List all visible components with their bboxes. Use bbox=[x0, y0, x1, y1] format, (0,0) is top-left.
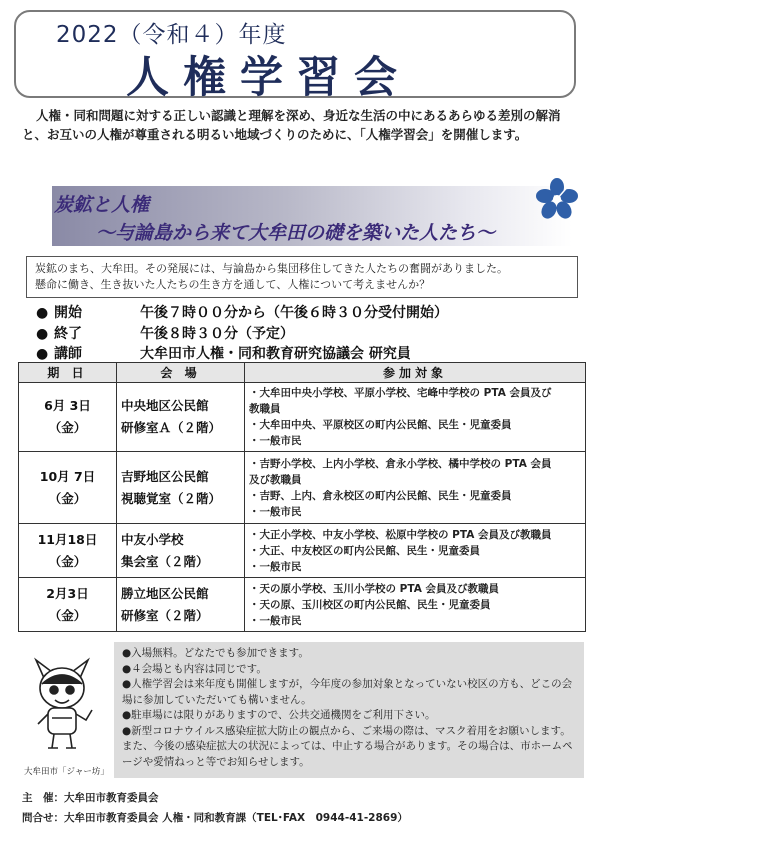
date-text: 6月 3日 bbox=[44, 398, 91, 413]
target-line: ・吉野、上内、倉永校区の町内公民館、民生・児童委員 bbox=[249, 489, 512, 502]
table-row bbox=[19, 578, 586, 632]
intro-text: 人権・同和問題に対する正しい認識と理解を深め、身近な生活の中にあるあらゆる差別の解消と、お互いの人権が尊重される明るい地域づくりのために、「人権学習会」を開催します。 bbox=[22, 108, 561, 142]
date-cell bbox=[19, 578, 117, 632]
description-box bbox=[26, 256, 578, 298]
venue-room: 集会室（２階） bbox=[121, 553, 209, 569]
day-text: （金） bbox=[48, 553, 87, 569]
target-line: ・大牟田中央、平原校区の町内公民館、民生・児童委員 bbox=[249, 419, 512, 431]
venue-room: 研修室（２階） bbox=[121, 607, 209, 623]
target-cell bbox=[245, 578, 586, 632]
info-label: 講師 bbox=[54, 346, 82, 362]
note-item: ●４会場とも内容は同じです。 bbox=[122, 662, 267, 675]
target-line: ・一般市民 bbox=[249, 435, 302, 447]
note-item: ●駐車場には限りがありますので、公共交通機関をご利用下さい。 bbox=[122, 709, 436, 721]
organizer-line: 主 催：大牟田市教育委員会 bbox=[22, 792, 159, 804]
target-line: ・一般市民 bbox=[249, 614, 302, 627]
table-row bbox=[19, 383, 586, 452]
mascot-icon bbox=[22, 654, 102, 754]
target-line: ・大牟田中央小学校、平原小学校、宅峰中学校の PTA 会員及び bbox=[249, 387, 552, 399]
target-cell bbox=[245, 383, 586, 452]
date-cell bbox=[19, 452, 117, 524]
year-title: 2022（令和４）年度 bbox=[56, 22, 287, 48]
info-value: 大牟田市人権・同和教育研究協議会 研究員 bbox=[140, 346, 411, 362]
contact-line: 問合せ：大牟田市教育委員会 人権・同和教育課（TEL･FAX 0944-41-2869） bbox=[22, 812, 408, 824]
table-row bbox=[19, 452, 586, 524]
page-title: 人権学習会 bbox=[126, 53, 411, 103]
description-line-1: 炭鉱のまち、大牟田。その発展には、与論島から集団移住してきた人たちの奮闘がありました。 bbox=[35, 262, 508, 275]
day-text: （金） bbox=[48, 490, 87, 506]
date-text: 11月18日 bbox=[37, 531, 98, 547]
day-text: （金） bbox=[48, 607, 87, 623]
target-line: ・天の原小学校、玉川小学校の PTA 会員及び教職員 bbox=[249, 582, 499, 595]
theme-subtitle: ～与論島から来て大牟田の礎を築いた人たち～ bbox=[96, 222, 496, 244]
venue-room: 視聴覚室（２階） bbox=[121, 490, 222, 506]
info-value: 午後７時００分から（午後６時３０分受付開始） bbox=[140, 305, 448, 321]
target-line: ・一般市民 bbox=[249, 560, 302, 573]
hibiscus-icon bbox=[536, 178, 578, 220]
info-label: 開始 bbox=[54, 305, 82, 321]
venue-cell bbox=[117, 578, 245, 632]
date-cell bbox=[19, 524, 117, 578]
note-item: ●人権学習会は来年度も開催しますが，今年度の参加対象となっていない校区の方も、どこの会場に参加していただいても構いません。 bbox=[122, 678, 573, 706]
header-date: 期 日 bbox=[19, 363, 117, 383]
venue-name: 勝立地区公民館 bbox=[121, 585, 209, 601]
venue-name: 吉野地区公民館 bbox=[121, 468, 209, 484]
day-text: （金） bbox=[48, 420, 87, 435]
table-row bbox=[19, 524, 586, 578]
info-start bbox=[36, 302, 448, 322]
bullet-icon: ● bbox=[36, 346, 49, 362]
description-line-2: 懸命に働き、生き抜いた人たちの生き方を通して、人権について考えませんか？ bbox=[35, 278, 431, 291]
target-cell bbox=[245, 524, 586, 578]
table-header-row bbox=[19, 363, 586, 383]
bullet-icon: ● bbox=[36, 326, 49, 342]
target-line: ・大正、中友校区の町内公民館、民生・児童委員 bbox=[249, 544, 480, 557]
target-line: ・天の原、玉川校区の町内公民館、民生・児童委員 bbox=[249, 598, 491, 611]
target-line: ・一般市民 bbox=[249, 505, 302, 518]
info-end bbox=[36, 323, 294, 343]
venue-room: 研修室Ａ（２階） bbox=[121, 420, 222, 435]
note-item: ●新型コロナウイルス感染症拡大防止の観点から、ご来場の際は、マスク着用をお願いします。また、今後の感染症拡大の状況によっては、中止する場合があります。その場合は、市ホームページや愛情ねっと等でお知らせします。 bbox=[122, 724, 573, 768]
target-line: ・大正小学校、中友小学校、松原中学校の PTA 会員及び教職員 bbox=[249, 528, 552, 541]
date-text: 10月 7日 bbox=[39, 468, 96, 484]
header-box bbox=[14, 10, 576, 103]
bullet-icon: ● bbox=[36, 305, 49, 321]
info-lecturer bbox=[36, 343, 411, 363]
target-line: 教職員 bbox=[249, 403, 281, 415]
notes-box bbox=[114, 642, 584, 778]
venue-cell bbox=[117, 524, 245, 578]
venue-cell bbox=[117, 383, 245, 452]
theme-title: 炭鉱と人権 bbox=[54, 194, 150, 216]
venue-name: 中友小学校 bbox=[121, 531, 184, 547]
header-target: 参加対象 bbox=[245, 363, 586, 383]
venue-name: 中央地区公民館 bbox=[121, 398, 209, 413]
venue-cell bbox=[117, 452, 245, 524]
mascot-caption: 大牟田市「ジャー坊」 bbox=[24, 767, 109, 777]
schedule-table bbox=[18, 362, 586, 632]
target-line: 及び教職員 bbox=[249, 473, 302, 486]
note-item: ●入場無料。どなたでも参加できます。 bbox=[122, 647, 309, 659]
header-venue: 会 場 bbox=[117, 363, 245, 383]
target-cell bbox=[245, 452, 586, 524]
date-text: 2月3日 bbox=[46, 585, 89, 601]
date-cell bbox=[19, 383, 117, 452]
target-line: ・吉野小学校、上内小学校、倉永小学校、橘中学校の PTA 会員 bbox=[249, 457, 552, 470]
info-value: 午後８時３０分（予定） bbox=[140, 326, 294, 342]
info-label: 終了 bbox=[54, 326, 82, 342]
